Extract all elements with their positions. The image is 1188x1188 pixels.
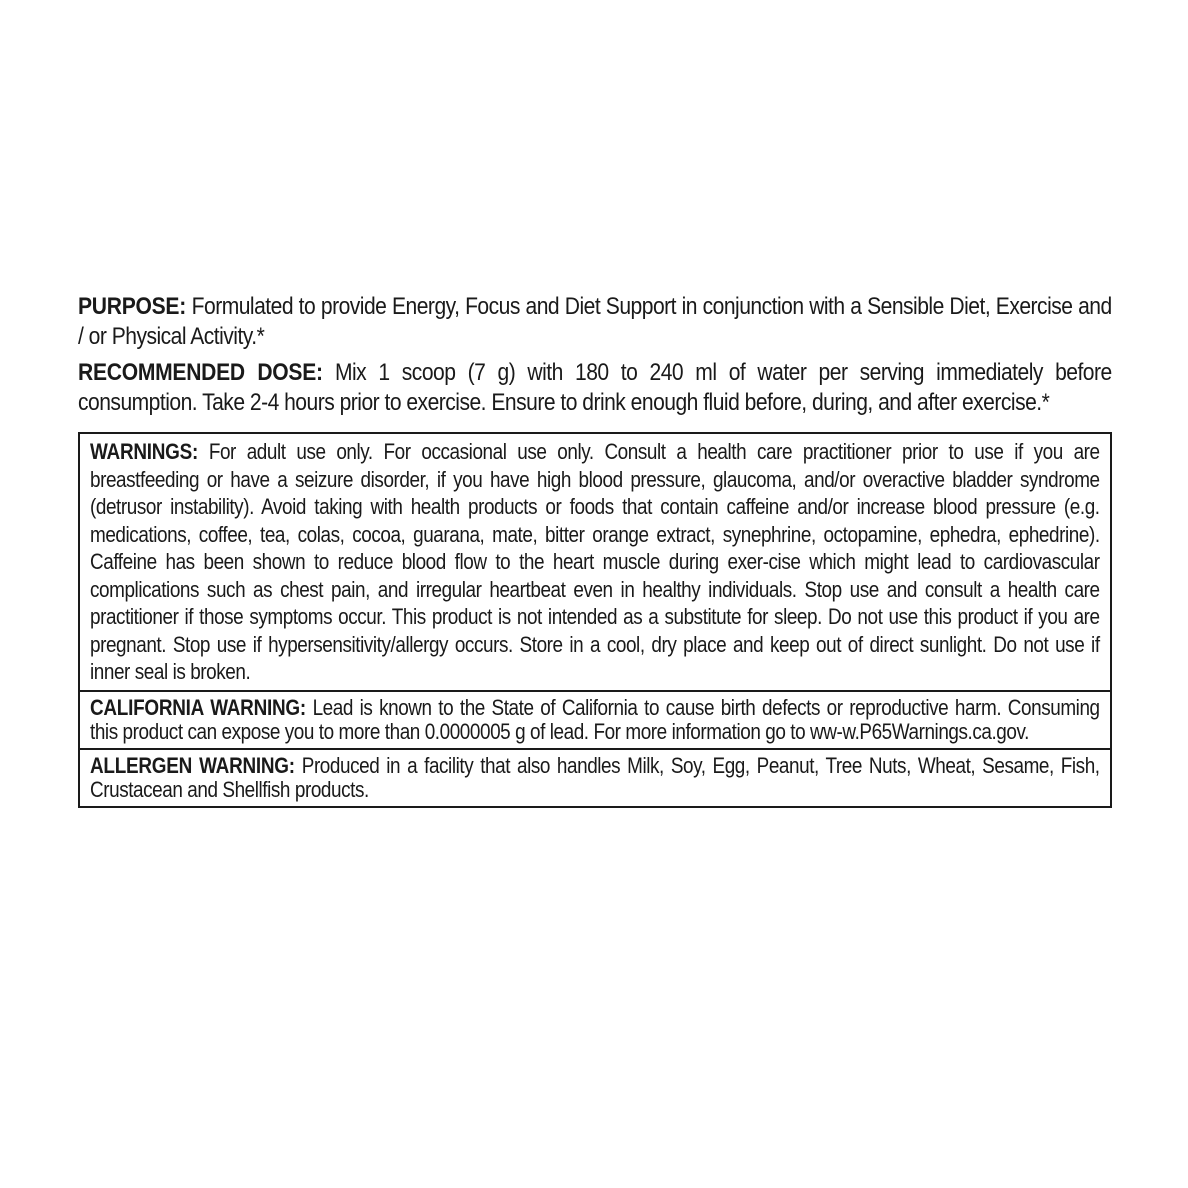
purpose-text: Formulated to provide Energy, Focus and Diet Support in conjunction with a Sensible Diet, Exercise and / or Physical Activity.* (78, 293, 1112, 350)
warnings-box (78, 432, 1112, 808)
warnings-text: For adult use only. For occasional use only. Consult a health care practitioner prior to use if you are breastfeeding or have a seizure disorder, if you have high blood pressure, glaucoma, and/or overactive bladder syndrome (detrusor instability). Avoid taking with health products or foods that contain caffeine and/or increase blood pressure (e.g. medications, coffee, tea, colas, cocoa, guarana, mate, bitter orange extract, synephrine, octopamine, ephedra, ephedrine). Caffeine has been shown to reduce blood flow to the heart muscle during exer-cise which might lead to cardiovascular complications such as chest pain, and irregular heartbeat even in healthy individuals. Stop use and consult a health care practitioner if those symptoms occur. This product is not intended as a substitute for sleep. Do not use this product if you are pregnant. Stop use if hypersensitivity/allergy occurs. Store in a cool, dry place and keep out of direct sunlight. Do not use if inner seal is broken. (90, 439, 1100, 684)
allergen-warning-text: Produced in a facility that also handles Milk, Soy, Egg, Peanut, Tree Nuts, Wheat, Sesame, Fish, Crustacean and Shellfish products. (90, 752, 1100, 802)
california-warning-text: Lead is known to the State of California to cause birth defects or reproductive harm. Consuming this product can expose you to more than 0.0000005 g of lead. For more information go to ww-w.P65Warnings.ca.gov. (90, 694, 1100, 744)
recommended-dose-paragraph (78, 358, 1112, 418)
recommended-dose-text: Mix 1 scoop (7 g) with 180 to 240 ml of water per serving immediately before consumption. Take 2-4 hours prior to exercise. Ensure to drink enough fluid before, during, and after exercise.* (78, 359, 1112, 416)
label-panel (78, 292, 1112, 808)
warnings-paragraph (90, 438, 1100, 686)
california-warning-paragraph (90, 696, 1100, 744)
purpose-paragraph (78, 292, 1112, 352)
california-warning-label: CALIFORNIA WARNING: (90, 694, 306, 720)
allergen-warning-section (80, 750, 1110, 806)
warnings-label: WARNINGS: (90, 439, 199, 464)
purpose-label: PURPOSE: (78, 293, 186, 320)
recommended-dose-label: RECOMMENDED DOSE: (78, 359, 323, 386)
california-warning-section (80, 692, 1110, 750)
allergen-warning-label: ALLERGEN WARNING: (90, 752, 295, 778)
allergen-warning-paragraph (90, 754, 1100, 802)
warnings-section (80, 434, 1110, 692)
